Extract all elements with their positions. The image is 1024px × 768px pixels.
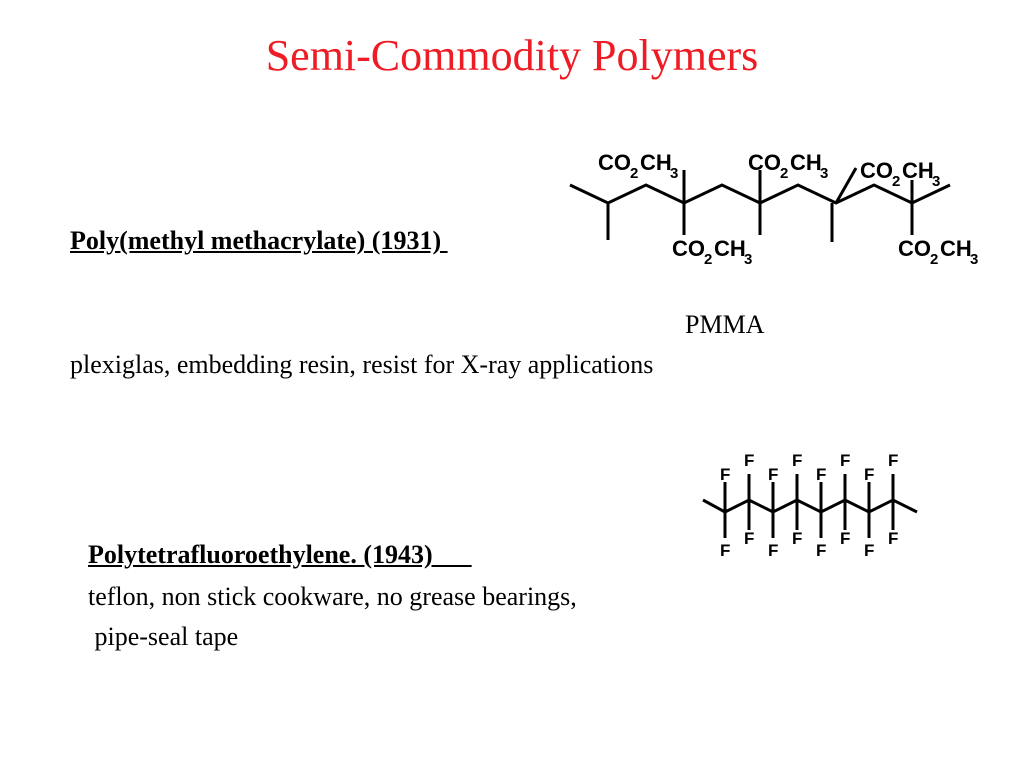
fluorine-label: F (720, 465, 731, 484)
fluorine-label: F (744, 451, 755, 470)
fluorine-label: F (720, 541, 731, 560)
subscript-2: 2 (892, 173, 901, 190)
pmma-ester-label (898, 236, 978, 268)
ch-text: CH (940, 236, 972, 261)
subscript-3: 3 (970, 251, 979, 268)
subscript-3: 3 (932, 173, 941, 190)
co-text: CO (860, 158, 893, 183)
fluorine-label: F (864, 465, 875, 484)
subscript-2: 2 (930, 251, 939, 268)
ptfe-uses-line1: teflon, non stick cookware, no grease bearings, (88, 582, 577, 611)
ptfe-uses-line2: pipe-seal tape (88, 622, 239, 651)
fluorine-label: F (840, 529, 851, 548)
fluorine-label: F (768, 465, 779, 484)
fluorine-label: F (888, 451, 899, 470)
fluorine-label: F (816, 541, 827, 560)
fluorine-label: F (840, 451, 851, 470)
slide-title: Semi-Commodity Polymers (265, 31, 759, 80)
pmma-structure-diagram (560, 140, 1024, 280)
fluorine-label: F (792, 451, 803, 470)
ptfe-backbone (703, 500, 917, 512)
co-text: CO (898, 236, 931, 261)
fluorine-label: F (888, 529, 899, 548)
pmma-abbreviation: PMMA (685, 310, 765, 339)
subscript-2: 2 (704, 251, 713, 268)
pmma-heading: Poly(methyl methacrylate) (1931) (70, 226, 448, 255)
ch-text: CH (790, 150, 822, 175)
co-text: CO (748, 150, 781, 175)
co-text: CO (672, 236, 705, 261)
subscript-3: 3 (744, 251, 753, 268)
subscript-2: 2 (780, 165, 789, 182)
fluorine-label: F (744, 529, 755, 548)
ch-text: CH (640, 150, 672, 175)
co-text: CO (598, 150, 631, 175)
pmma-uses: plexiglas, embedding resin, resist for X-ray applications (70, 350, 654, 379)
ptfe-structure-diagram (695, 448, 930, 563)
fluorine-label: F (792, 529, 803, 548)
fluorine-label: F (816, 465, 827, 484)
pmma-ester-label (598, 150, 678, 182)
subscript-3: 3 (670, 165, 679, 182)
subscript-2: 2 (630, 165, 639, 182)
ptfe-heading: Polytetrafluoroethylene. (1943) (88, 540, 472, 569)
fluorine-label: F (864, 541, 875, 560)
ch-text: CH (902, 158, 934, 183)
ch-text: CH (714, 236, 746, 261)
fluorine-label: F (768, 541, 779, 560)
pmma-ester-label (672, 236, 752, 268)
subscript-3: 3 (820, 165, 829, 182)
